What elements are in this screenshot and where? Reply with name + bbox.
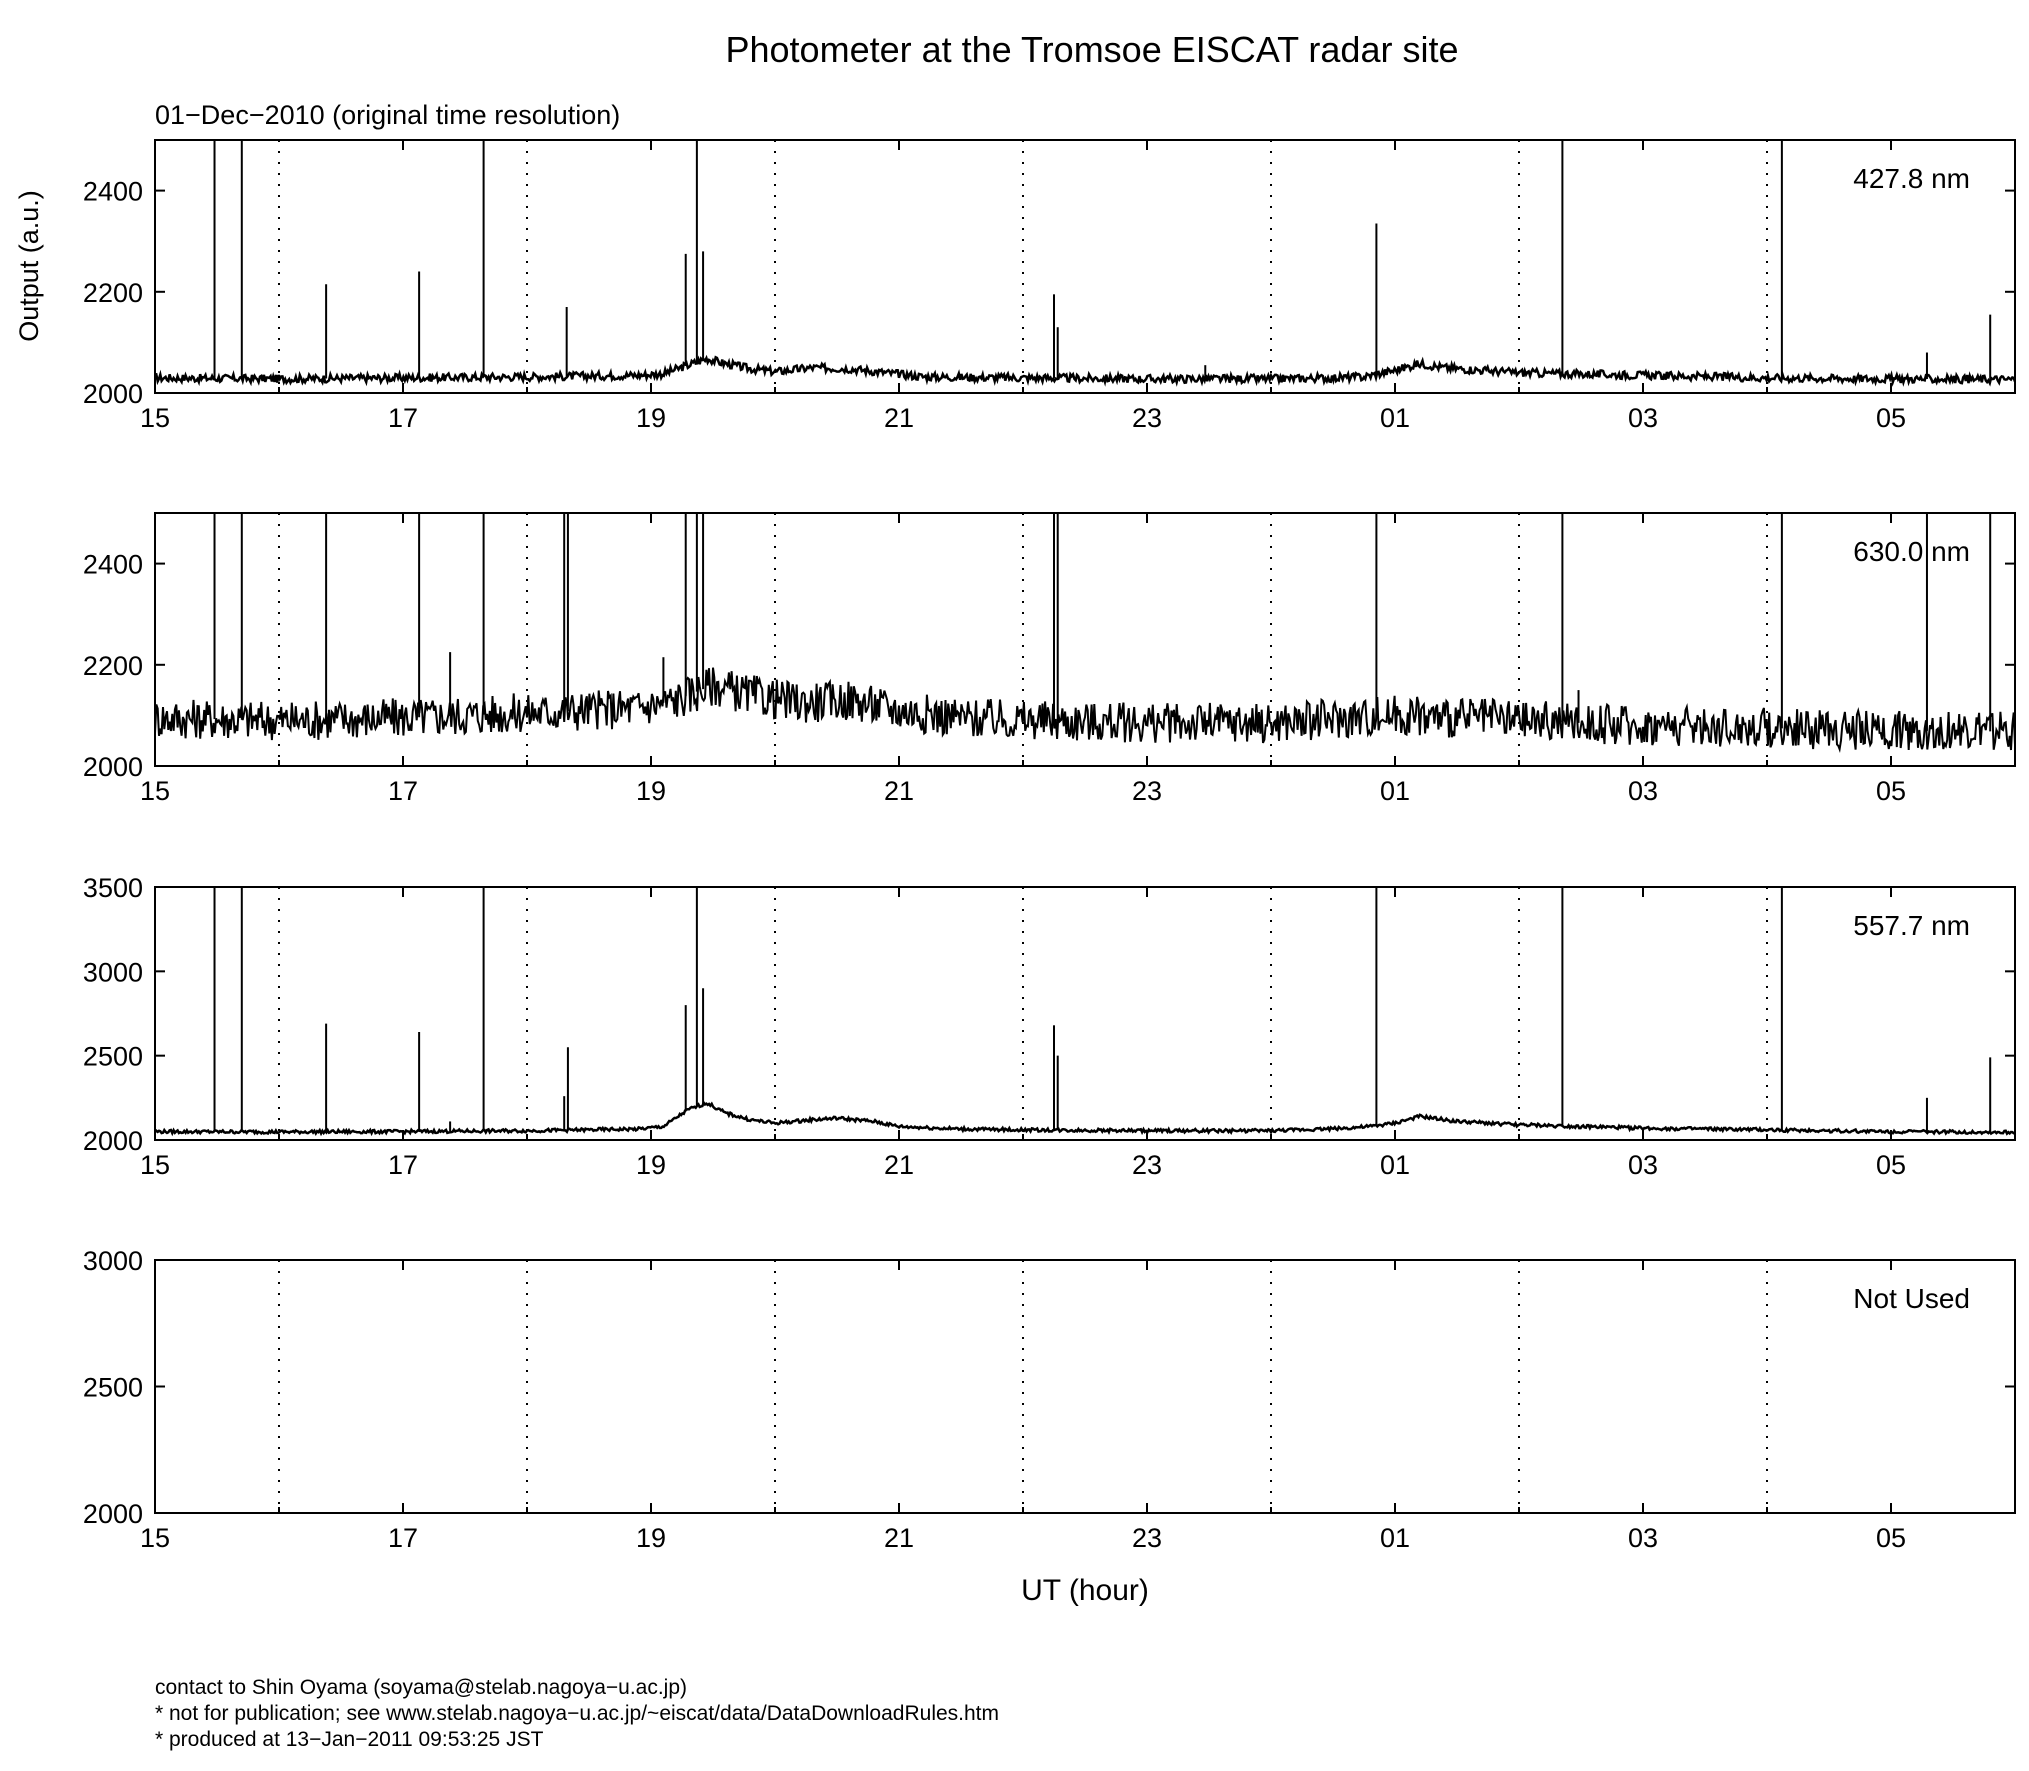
figure-subtitle: 01−Dec−2010 (original time resolution) — [155, 100, 621, 130]
y-tick-label: 2200 — [82, 650, 143, 681]
y-tick-label: 2200 — [82, 277, 143, 308]
x-tick-label: 15 — [139, 776, 171, 806]
x-tick-label: 01 — [1379, 403, 1411, 433]
axes-frame — [155, 887, 2015, 1140]
y-tick-label: 2400 — [82, 176, 143, 207]
x-tick-label: 19 — [635, 1523, 667, 1553]
y-tick-label: 2000 — [82, 1126, 143, 1156]
data-group — [155, 887, 2015, 1134]
panel-label: 557.7 nm — [1853, 910, 1970, 941]
panel-label: Not Used — [1853, 1283, 1970, 1314]
y-tick-label: 2000 — [82, 752, 143, 782]
panel-3 — [83, 873, 2015, 1180]
y-tick-label: 3000 — [82, 957, 143, 988]
x-tick-label: 17 — [387, 403, 419, 433]
x-tick-label: 15 — [139, 1523, 171, 1553]
y-axis-label: Output (a.u.) — [14, 190, 44, 342]
y-tick-label: 2500 — [82, 1041, 143, 1072]
series-line — [155, 668, 2015, 750]
x-tick-label: 03 — [1627, 403, 1659, 433]
x-tick-label: 17 — [387, 1150, 419, 1180]
x-tick-label: 01 — [1379, 1523, 1411, 1553]
x-tick-label: 19 — [635, 403, 667, 433]
x-tick-label: 21 — [883, 1150, 915, 1180]
x-tick-label: 23 — [1131, 1523, 1163, 1553]
x-tick-label: 23 — [1131, 403, 1163, 433]
x-tick-label: 03 — [1627, 1523, 1659, 1553]
x-tick-label: 17 — [387, 1523, 419, 1553]
x-tick-label: 05 — [1875, 776, 1907, 806]
x-tick-label: 01 — [1379, 1150, 1411, 1180]
x-tick-label: 23 — [1131, 776, 1163, 806]
panel-2 — [83, 513, 2015, 806]
y-tick-label: 2400 — [82, 549, 143, 580]
x-tick-label: 15 — [139, 403, 171, 433]
footer-produced: * produced at 13−Jan−2011 09:53:25 JST — [155, 1728, 544, 1751]
y-tick-label: 2500 — [82, 1372, 143, 1403]
y-tick-label: 3500 — [82, 873, 143, 903]
y-tick-label: 3000 — [82, 1246, 143, 1276]
x-tick-label: 03 — [1627, 776, 1659, 806]
panel-label: 630.0 nm — [1853, 536, 1970, 567]
series-line — [155, 1103, 2015, 1134]
x-tick-label: 15 — [139, 1150, 171, 1180]
footer-notice: * not for publication; see www.stelab.nagoya−u.ac.jp/~eiscat/data/DataDownloadRules.htm — [155, 1702, 999, 1725]
data-group — [155, 140, 2015, 383]
x-axis-label: UT (hour) — [1021, 1574, 1149, 1607]
panel-1 — [83, 140, 2015, 433]
axes-frame — [155, 1260, 2015, 1513]
x-tick-label: 23 — [1131, 1150, 1163, 1180]
axes-frame — [155, 140, 2015, 393]
x-tick-label: 05 — [1875, 1150, 1907, 1180]
panel-4 — [83, 1246, 2015, 1553]
x-tick-label: 19 — [635, 1150, 667, 1180]
x-tick-label: 03 — [1627, 1150, 1659, 1180]
x-tick-label: 21 — [883, 403, 915, 433]
x-tick-label: 21 — [883, 1523, 915, 1553]
panels-group — [83, 140, 2015, 1553]
x-tick-label: 17 — [387, 776, 419, 806]
footer-contact: contact to Shin Oyama (soyama@stelab.nagoya−u.ac.jp) — [155, 1676, 688, 1699]
x-tick-label: 05 — [1875, 403, 1907, 433]
y-tick-label: 2000 — [82, 1499, 143, 1529]
panel-label: 427.8 nm — [1853, 163, 1970, 194]
x-tick-label: 05 — [1875, 1523, 1907, 1553]
figure-title: Photometer at the Tromsoe EISCAT radar site — [725, 29, 1459, 70]
x-tick-label: 01 — [1379, 776, 1411, 806]
y-tick-label: 2000 — [82, 379, 143, 409]
x-tick-label: 19 — [635, 776, 667, 806]
series-line — [155, 357, 2015, 383]
data-group — [155, 513, 2015, 750]
x-tick-label: 21 — [883, 776, 915, 806]
